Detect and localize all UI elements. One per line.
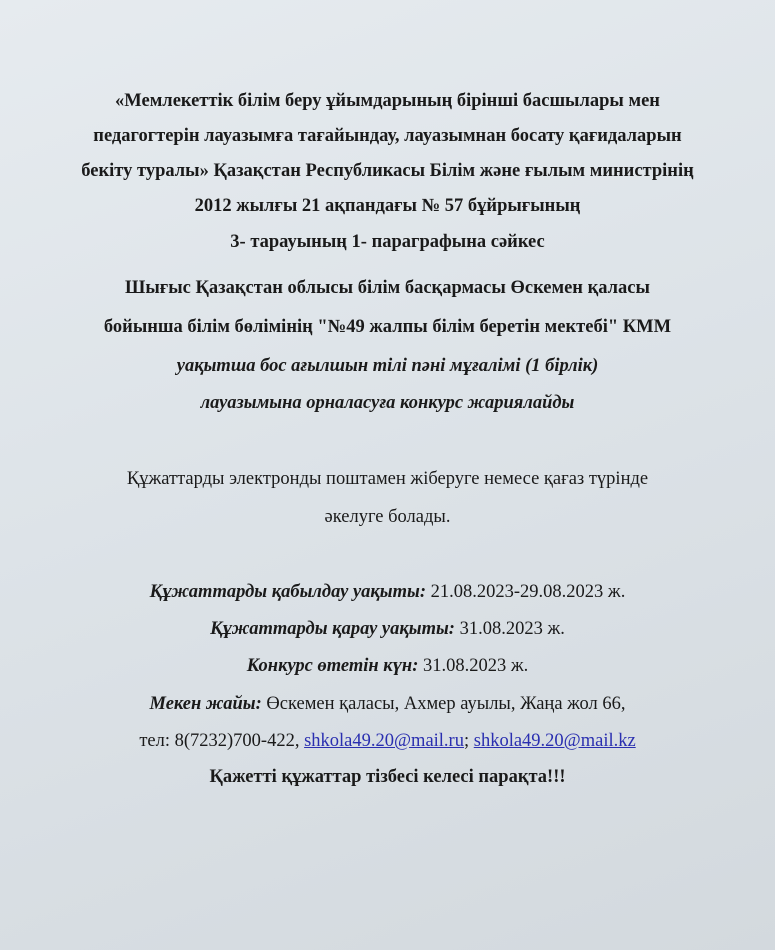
- body-line-2: әкелуге болады.: [324, 507, 451, 527]
- address-label: Мекен жайы:: [149, 694, 262, 714]
- review-label: Құжаттарды қарау уақыты:: [210, 619, 455, 639]
- header-line-7: бойынша білім бөлімінің "№49 жалпы білім беретін мектебі" КММ: [103, 317, 672, 337]
- body-line-1: Құжаттарды электронды поштамен жіберуге немесе қағаз түрінде: [126, 469, 649, 489]
- review-period: [0, 617, 775, 641]
- phone-text: тел: 8(7232)700-422,: [139, 731, 305, 751]
- header-line-1: «Мемлекеттік білім беру ұйымдарының бірінші басшылары мен: [115, 91, 660, 111]
- accept-label: Құжаттарды қабылдау уақыты:: [149, 582, 427, 602]
- contest-value: 31.08.2023 ж.: [418, 656, 529, 676]
- contest-label: Конкурс өтетін күн:: [246, 656, 419, 676]
- accept-period: [0, 580, 775, 604]
- contest-date: [0, 654, 775, 678]
- header-line-5: 3- тарауының 1- параграфына сәйкес: [230, 232, 545, 252]
- header-line-3: бекіту туралы» Қазақстан Республикасы Білім және ғылым министрінің: [81, 161, 694, 181]
- email-separator: ;: [463, 731, 474, 751]
- review-value: 31.08.2023 ж.: [454, 619, 565, 639]
- address: [0, 692, 775, 716]
- position-title: уақытша бос ағылшын тілі пәні мұғалімі (1 бірлік): [176, 356, 599, 376]
- header-line-2: педагогтерін лауазымға тағайындау, лауазымнан босату қағидаларын: [93, 126, 682, 146]
- header-line-6: Шығыс Қазақстан облысы білім басқармасы Өскемен қаласы: [125, 278, 650, 298]
- header-line-4: 2012 жылғы 21 ақпандағы № 57 бұйрығының: [194, 196, 581, 216]
- email-link-2[interactable]: shkola49.20@mail.kz: [473, 731, 636, 751]
- footer-note: Қажетті құжаттар тізбесі келесі парақта!!!: [209, 767, 566, 787]
- accept-value: 21.08.2023-29.08.2023 ж.: [426, 582, 626, 602]
- announcement-line: лауазымына орналасуға конкурс жариялайды: [200, 393, 575, 413]
- contacts: [0, 729, 775, 753]
- address-value: Өскемен қаласы, Ахмер ауылы, Жаңа жол 66,: [261, 694, 626, 714]
- email-link-1[interactable]: shkola49.20@mail.ru: [304, 731, 464, 751]
